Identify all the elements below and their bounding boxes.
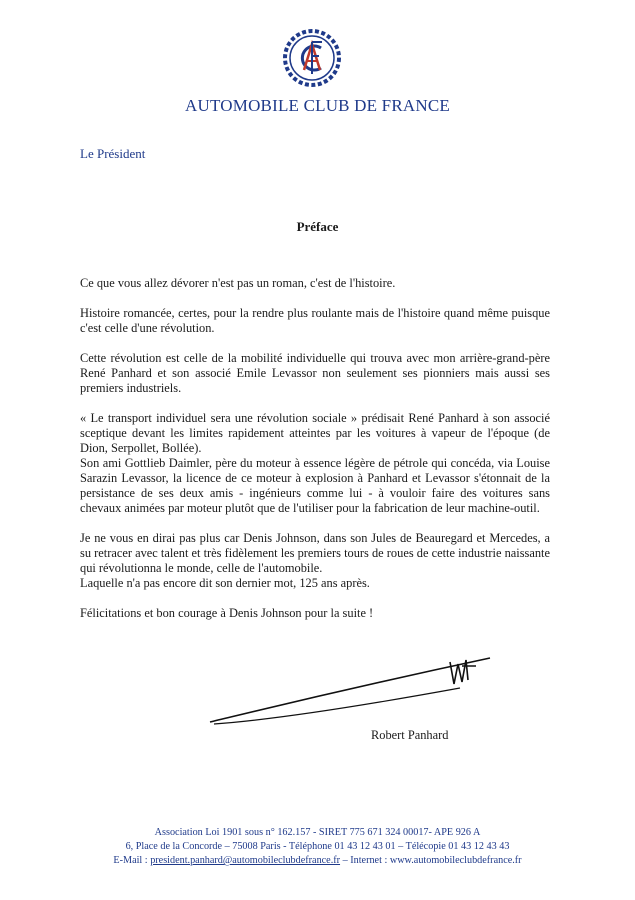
email-link[interactable]: president.panhard@automobileclubdefrance.fr	[150, 855, 341, 866]
signer-name: Robert Panhard	[371, 728, 449, 742]
website-link[interactable]: www.automobileclubdefrance.fr	[389, 855, 522, 866]
sender-title: Le Président	[80, 146, 146, 161]
paragraph: Laquelle n'a pas encore dit son dernier mot, 125 ans après.	[80, 576, 370, 590]
footer	[0, 826, 635, 868]
signature-icon	[200, 650, 500, 740]
organization-name: AUTOMOBILE CLUB DE FRANCE	[185, 96, 450, 115]
paragraph: Histoire romancée, certes, pour la rendre plus roulante mais de l'histoire quand même puisque c'est celle d'une révolution.	[80, 306, 550, 335]
paragraph: « Le transport individuel sera une révolution sociale » prédisait René Panhard à son associé sceptique devant les limites rapidement atteintes par les voitures à vapeur de l'époque (de Dion, Serpollet, Bollée).	[80, 411, 550, 455]
footer-registration: Association Loi 1901 sous n° 162.157 - SIRET 775 671 324 00017- APE 926 A	[154, 827, 481, 838]
letter-body	[80, 276, 550, 636]
footer-contact	[0, 854, 635, 868]
paragraph: Félicitations et bon courage à Denis Johnson pour la suite !	[80, 606, 374, 620]
paragraph: Cette révolution est celle de la mobilité individuelle qui trouva avec mon arrière-grand-père René Panhard et son associé Emile Levassor non seulement ses pionniers mais aussi ses premiers industriels.	[80, 351, 550, 395]
footer-address: 6, Place de la Concorde – 75008 Paris - Téléphone 01 43 12 43 01 – Télécopie 01 43 12 43 43	[125, 841, 510, 852]
paragraph: Je ne vous en dirai pas plus car Denis Johnson, dans son Jules de Beauregard et Mercedes, a su retracer avec talent et très fidèlement les premiers tours de roues de cette industrie naissante qui révolutionna le monde, celle de l'automobile.	[80, 531, 550, 575]
document-title: Préface	[296, 219, 339, 234]
email-label: E-Mail :	[113, 855, 151, 866]
acf-logo-icon	[282, 28, 342, 88]
paragraph: Ce que vous allez dévorer n'est pas un roman, c'est de l'histoire.	[80, 276, 396, 290]
paragraph: Son ami Gottlieb Daimler, père du moteur à essence légère de pétrole qui concéda, via Louise Sarazin Levassor, la licence de ce moteur à explosion à Panhard et Levassor s'étonnait de la persistance de ses deux amis - ingénieurs comme lui - à vouloir faire des voitures sans chevaux animées par moteur plutôt que de l'utiliser pour la fabrication de leur machine-outil.	[80, 456, 550, 515]
website-label: – Internet :	[340, 855, 390, 866]
